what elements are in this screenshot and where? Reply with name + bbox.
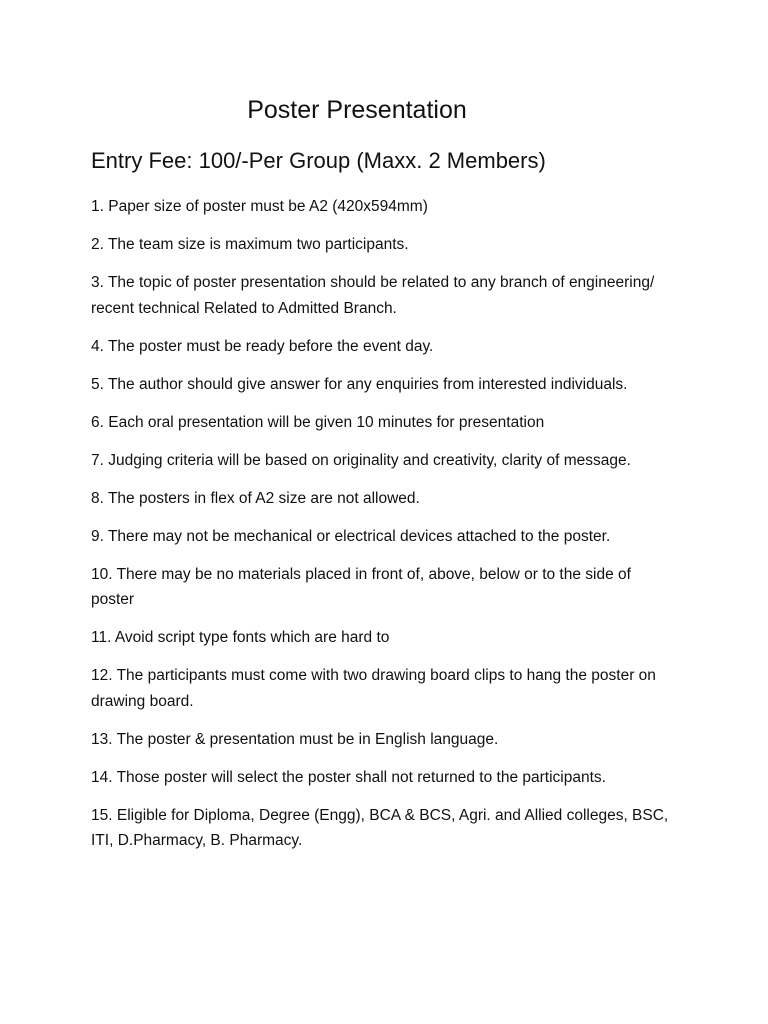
rule-item-11: 11. Avoid script type fonts which are hard to xyxy=(91,629,390,646)
rule-item-3: 3. The topic of poster presentation should be related to any branch of engineering/ recent technical Related to Admitted Branch. xyxy=(91,274,655,317)
rule-item-1: 1. Paper size of poster must be A2 (420x594mm) xyxy=(91,198,428,215)
rule-item-4: 4. The poster must be ready before the event day. xyxy=(91,337,434,355)
rule-item-15: 15. Eligible for Diploma, Degree (Engg), BCA & BCS, Agri. and Allied colleges, BSC, ITI, D.Pharmacy, B. Pharmacy. xyxy=(91,806,669,849)
rule-item-10: 10. There may be no materials placed in front of, above, below or to the side of poster xyxy=(91,565,631,608)
rule-item-2: 2. The team size is maximum two participants. xyxy=(91,236,409,253)
entry-fee-heading: Entry Fee: 100/-Per Group (Maxx. 2 Members) xyxy=(91,148,546,173)
rule-item-13: 13. The poster & presentation must be in English language. xyxy=(91,730,499,748)
rule-item-12: 12. The participants must come with two drawing board clips to hang the poster on drawing board. xyxy=(91,667,656,710)
rule-item-5: 5. The author should give answer for any enquiries from interested individuals. xyxy=(91,375,628,393)
rule-item-9: 9. There may not be mechanical or electrical devices attached to the poster. xyxy=(91,527,611,545)
rule-item-7: 7. Judging criteria will be based on originality and creativity, clarity of message. xyxy=(91,451,631,469)
page-title: Poster Presentation xyxy=(247,96,467,124)
rule-item-14: 14. Those poster will select the poster shall not returned to the participants. xyxy=(91,768,606,786)
rule-item-8: 8. The posters in flex of A2 size are not allowed. xyxy=(91,489,420,507)
rules-list xyxy=(91,194,677,866)
rule-item-6: 6. Each oral presentation will be given 10 minutes for presentation xyxy=(91,413,545,431)
